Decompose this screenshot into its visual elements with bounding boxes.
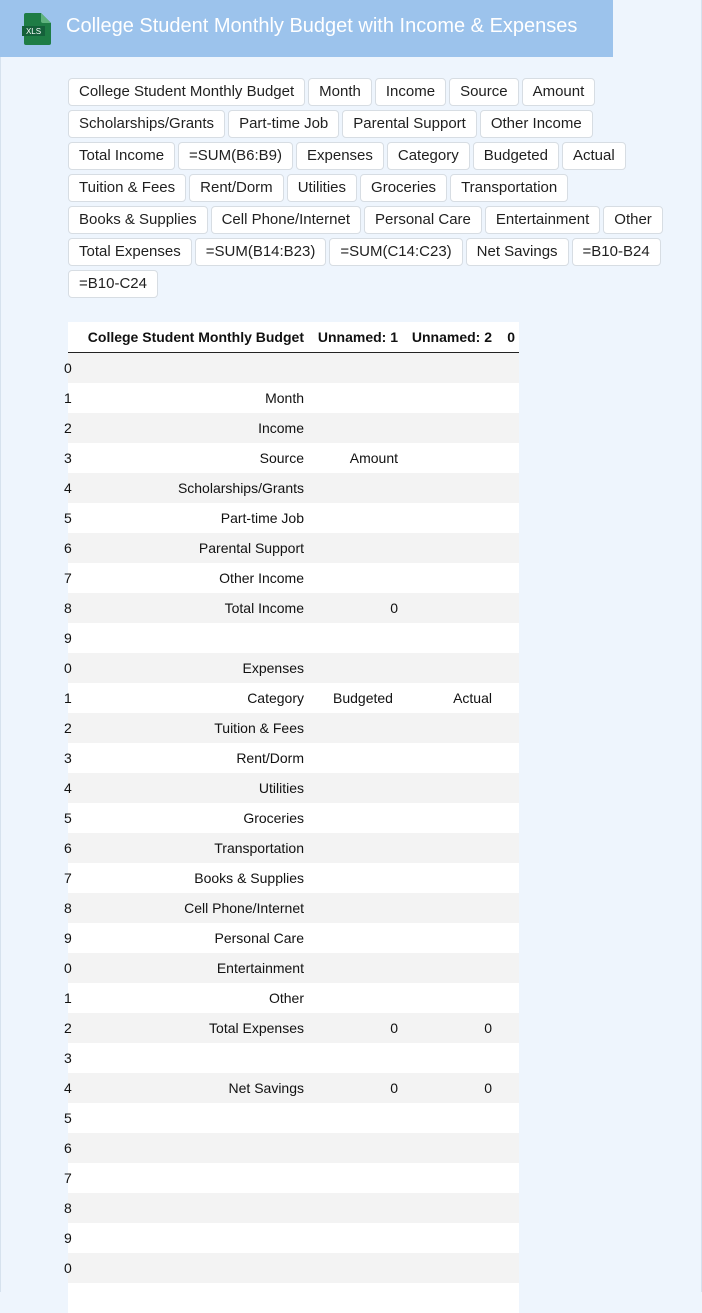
cell-chip[interactable]: Cell Phone/Internet (211, 206, 361, 234)
table-cell (402, 773, 496, 803)
table-cell (402, 1103, 496, 1133)
table-cell: Cell Phone/Internet (68, 893, 308, 923)
table-cell (308, 1043, 402, 1073)
table-row (68, 1103, 519, 1133)
table-cell: Month (68, 383, 308, 413)
row-index-label: 7 (64, 870, 72, 886)
cell-chip[interactable]: =SUM(B6:B9) (178, 142, 293, 170)
table-cell (496, 1013, 519, 1043)
cell-chip[interactable]: Amount (522, 78, 596, 106)
table-cell (496, 773, 519, 803)
cell-chip[interactable]: Transportation (450, 174, 568, 202)
cell-chip[interactable]: Actual (562, 142, 626, 170)
table-cell: Other Income (68, 563, 308, 593)
cell-chip[interactable]: Total Income (68, 142, 175, 170)
cell-chip[interactable]: Utilities (287, 174, 357, 202)
table-cell (308, 413, 402, 443)
table-row (68, 1043, 519, 1073)
cell-chip[interactable]: College Student Monthly Budget (68, 78, 305, 106)
row-index-label: 3 (64, 450, 72, 466)
table-row (68, 593, 519, 623)
table-cell (308, 1133, 402, 1163)
table-row (68, 803, 519, 833)
column-header: College Student Monthly Budget (68, 322, 308, 353)
row-index-label: 6 (64, 1140, 72, 1156)
cell-chip[interactable]: Tuition & Fees (68, 174, 186, 202)
row-index-label: 5 (64, 810, 72, 826)
table-row (68, 1223, 519, 1253)
table-cell: 0 (402, 1013, 496, 1043)
table-cell (68, 1253, 308, 1283)
data-table (64, 322, 519, 1313)
table-cell (496, 353, 519, 384)
cell-chip[interactable]: Other (603, 206, 663, 234)
table-cell (402, 923, 496, 953)
table-row (68, 1163, 519, 1193)
table-cell (496, 1133, 519, 1163)
row-index-label: 0 (64, 660, 72, 676)
row-index-label: 0 (64, 960, 72, 976)
table-row (68, 923, 519, 953)
table-cell (402, 1163, 496, 1193)
table-cell (496, 1103, 519, 1133)
table-cell (308, 953, 402, 983)
table-row (68, 683, 519, 713)
svg-text:XLS: XLS (25, 27, 42, 36)
table-cell: Parental Support (68, 533, 308, 563)
table-cell: Books & Supplies (68, 863, 308, 893)
table-cell (308, 503, 402, 533)
table-row (68, 863, 519, 893)
table-cell (496, 383, 519, 413)
cell-chip[interactable]: Total Expenses (68, 238, 192, 266)
table-cell (308, 773, 402, 803)
table-row (68, 473, 519, 503)
table-cell (308, 1163, 402, 1193)
data-table-container (64, 322, 519, 1292)
table-cell: Actual (402, 683, 496, 713)
table-cell (402, 353, 496, 384)
table-cell (496, 1253, 519, 1283)
row-index-label: 8 (64, 900, 72, 916)
cell-chip[interactable]: =SUM(B14:B23) (195, 238, 327, 266)
table-cell (496, 713, 519, 743)
row-index-label: 6 (64, 840, 72, 856)
cell-chip[interactable]: Income (375, 78, 446, 106)
row-index-label: 9 (64, 1230, 72, 1246)
table-cell (402, 863, 496, 893)
table-cell (496, 563, 519, 593)
table-cell (402, 953, 496, 983)
cell-chip[interactable]: Expenses (296, 142, 384, 170)
table-cell (68, 1133, 308, 1163)
table-row (68, 443, 519, 473)
table-cell: Rent/Dorm (68, 743, 308, 773)
table-row (68, 773, 519, 803)
table-cell (496, 533, 519, 563)
table-cell (496, 473, 519, 503)
cell-chip[interactable]: Books & Supplies (68, 206, 208, 234)
table-cell (68, 1283, 308, 1313)
title-bar (0, 0, 613, 57)
table-cell (496, 743, 519, 773)
cell-chip[interactable]: Entertainment (485, 206, 600, 234)
row-index-label: 1 (64, 990, 72, 1006)
column-header: Unnamed: 2 (402, 322, 496, 353)
row-index-label: 4 (64, 1080, 72, 1096)
table-cell (496, 1193, 519, 1223)
xls-file-icon (22, 13, 51, 45)
table-cell (402, 833, 496, 863)
table-cell (308, 533, 402, 563)
table-cell (496, 1283, 519, 1313)
cell-chip[interactable]: Net Savings (466, 238, 569, 266)
cell-chip[interactable]: Budgeted (473, 142, 559, 170)
cell-chip[interactable]: Category (387, 142, 470, 170)
cell-chip[interactable]: Scholarships/Grants (68, 110, 225, 138)
table-cell (308, 833, 402, 863)
table-row (68, 1013, 519, 1043)
row-index-label: 5 (64, 510, 72, 526)
table-row (68, 1073, 519, 1103)
table-cell (68, 623, 308, 653)
cell-chip[interactable]: =SUM(C14:C23) (329, 238, 462, 266)
row-index-label: 0 (64, 360, 72, 376)
table-row (68, 413, 519, 443)
table-cell (402, 803, 496, 833)
table-cell (68, 1163, 308, 1193)
table-row (68, 563, 519, 593)
row-index-label: 5 (64, 1110, 72, 1126)
table-cell (402, 1253, 496, 1283)
row-index-label: 9 (64, 930, 72, 946)
table-cell (496, 683, 519, 713)
table-cell (402, 473, 496, 503)
cell-chip[interactable]: =B10-B24 (572, 238, 661, 266)
table-row (68, 653, 519, 683)
row-index-label: 3 (64, 1050, 72, 1066)
cell-chip[interactable]: Part-time Job (228, 110, 339, 138)
table-cell (68, 1103, 308, 1133)
table-cell (496, 1073, 519, 1103)
row-index-label: 2 (64, 720, 72, 736)
table-cell: 0 (308, 593, 402, 623)
table-row (68, 833, 519, 863)
table-cell (496, 953, 519, 983)
cell-chip-list (68, 78, 668, 298)
table-cell (496, 593, 519, 623)
table-cell (402, 1133, 496, 1163)
row-index-label: 7 (64, 570, 72, 586)
table-cell: Scholarships/Grants (68, 473, 308, 503)
table-cell (402, 443, 496, 473)
table-cell: Total Expenses (68, 1013, 308, 1043)
table-cell: Income (68, 413, 308, 443)
table-cell (308, 803, 402, 833)
table-cell (496, 803, 519, 833)
table-row (68, 503, 519, 533)
table-cell (402, 1193, 496, 1223)
table-cell (308, 893, 402, 923)
table-cell (402, 983, 496, 1013)
table-cell (496, 833, 519, 863)
table-cell (308, 623, 402, 653)
table-cell (402, 413, 496, 443)
table-cell (308, 863, 402, 893)
table-cell (308, 653, 402, 683)
row-index-label: 2 (64, 1020, 72, 1036)
table-cell (308, 473, 402, 503)
table-cell (308, 1193, 402, 1223)
row-index-label: 3 (64, 750, 72, 766)
table-cell (402, 1283, 496, 1313)
table-cell (496, 413, 519, 443)
column-header: 0 (496, 322, 519, 353)
cell-chip[interactable]: Groceries (360, 174, 447, 202)
table-cell (308, 353, 402, 384)
table-row (68, 743, 519, 773)
table-cell (68, 1193, 308, 1223)
table-cell (308, 1103, 402, 1133)
row-index-label: 7 (64, 1170, 72, 1186)
table-cell: 0 (402, 1073, 496, 1103)
table-cell: Entertainment (68, 953, 308, 983)
table-cell: Amount (308, 443, 402, 473)
table-row (68, 713, 519, 743)
row-index-label: 8 (64, 1200, 72, 1216)
table-cell (496, 443, 519, 473)
table-cell: Groceries (68, 803, 308, 833)
table-cell (402, 713, 496, 743)
page-title: College Student Monthly Budget with Income & Expenses (66, 15, 578, 37)
table-row (68, 1133, 519, 1163)
table-cell (402, 623, 496, 653)
cell-chip[interactable]: Other Income (480, 110, 593, 138)
table-cell: Category (68, 683, 308, 713)
table-row (68, 383, 519, 413)
table-cell: Other (68, 983, 308, 1013)
table-cell (308, 1283, 402, 1313)
table-cell (496, 653, 519, 683)
table-cell: Tuition & Fees (68, 713, 308, 743)
table-cell (68, 1043, 308, 1073)
table-cell: Expenses (68, 653, 308, 683)
row-index-label: 1 (64, 690, 72, 706)
table-cell (496, 1163, 519, 1193)
table-cell (308, 983, 402, 1013)
table-cell (496, 503, 519, 533)
table-row (68, 533, 519, 563)
table-cell (402, 1223, 496, 1253)
table-cell (402, 383, 496, 413)
table-cell (496, 983, 519, 1013)
table-row (68, 953, 519, 983)
table-cell (402, 593, 496, 623)
table-cell (308, 563, 402, 593)
table-cell: Personal Care (68, 923, 308, 953)
cell-chip[interactable]: Month (308, 78, 372, 106)
row-index-label: 8 (64, 600, 72, 616)
table-cell (402, 503, 496, 533)
cell-chip[interactable]: Parental Support (342, 110, 477, 138)
table-cell (308, 713, 402, 743)
table-cell (308, 383, 402, 413)
table-row (68, 893, 519, 923)
table-row (68, 1283, 519, 1313)
row-index-label: 1 (64, 390, 72, 406)
table-row (68, 983, 519, 1013)
table-row (68, 623, 519, 653)
table-cell (496, 1223, 519, 1253)
table-cell (308, 1223, 402, 1253)
table-row (68, 1193, 519, 1223)
table-cell: Utilities (68, 773, 308, 803)
table-cell (402, 1043, 496, 1073)
table-cell (496, 923, 519, 953)
table-cell: 0 (308, 1013, 402, 1043)
table-cell (402, 653, 496, 683)
table-cell: Budgeted (308, 683, 402, 713)
table-cell (496, 893, 519, 923)
row-index-label: 4 (64, 780, 72, 796)
column-header: Unnamed: 1 (308, 322, 402, 353)
table-cell: Part-time Job (68, 503, 308, 533)
table-row (68, 353, 519, 384)
table-cell (308, 1253, 402, 1283)
cell-chip[interactable]: Personal Care (364, 206, 482, 234)
row-index-label: 9 (64, 630, 72, 646)
row-index-label: 0 (64, 1260, 72, 1276)
table-cell (308, 743, 402, 773)
table-cell (402, 893, 496, 923)
table-cell: Net Savings (68, 1073, 308, 1103)
cell-chip[interactable]: Source (449, 78, 519, 106)
table-cell: Transportation (68, 833, 308, 863)
table-cell: Source (68, 443, 308, 473)
table-cell (496, 863, 519, 893)
table-cell (496, 623, 519, 653)
row-index-label: 6 (64, 540, 72, 556)
cell-chip[interactable]: Rent/Dorm (189, 174, 284, 202)
table-cell (402, 533, 496, 563)
table-row (68, 1253, 519, 1283)
table-cell: 0 (308, 1073, 402, 1103)
table-cell (402, 743, 496, 773)
table-cell (402, 563, 496, 593)
row-index-label: 4 (64, 480, 72, 496)
table-cell (68, 353, 308, 384)
row-index-label: 2 (64, 420, 72, 436)
table-cell (496, 1043, 519, 1073)
cell-chip[interactable]: =B10-C24 (68, 270, 158, 298)
table-header-row (68, 322, 519, 353)
table-cell (68, 1223, 308, 1253)
table-cell: Total Income (68, 593, 308, 623)
table-cell (308, 923, 402, 953)
